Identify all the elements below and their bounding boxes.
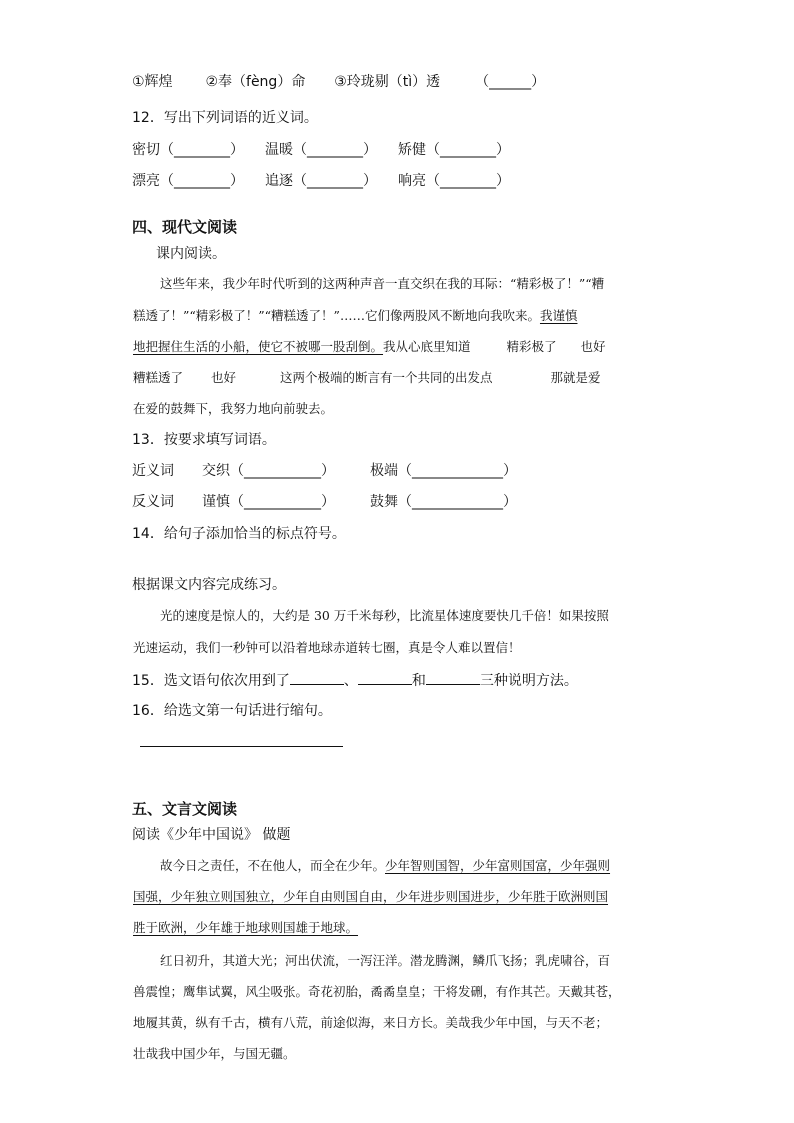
passage-1-line-1: 这些年来，我少年时代听到的这两种声音一直交织在我的耳际：“精彩极了！”“糟	[160, 276, 605, 291]
q13-item[interactable]: 极端（_____________）	[370, 463, 517, 479]
q15-blank-2[interactable]	[358, 670, 412, 685]
q13-synonym-label: 近义词	[132, 463, 174, 479]
q12-row-1	[132, 140, 510, 160]
section-4-heading: 四、现代文阅读	[132, 218, 238, 236]
q12-item[interactable]: 矫健（________）	[398, 142, 510, 158]
passage-2-line-2: 光速运动，我们一秒钟可以沿着地球赤道转七圈，真是令人难以置信！	[133, 640, 521, 655]
q15-blank-3[interactable]	[426, 670, 480, 685]
passage-text: 我从心底里知道	[383, 339, 471, 354]
q13-item[interactable]: 鼓舞（_____________）	[370, 494, 517, 510]
passage-underlined: 我谨慎	[539, 308, 578, 323]
passage-4-line-3: 地履其黄，纵有千古，横有八荒，前途似海，来日方长。美哉我少年中国，与天不老；	[133, 1015, 609, 1030]
q15-blank-1[interactable]	[290, 670, 344, 685]
passage-4-line-1: 红日初升，其道大光；河出伏流，一泻汪洋。潜龙腾渊，鳞爪飞扬；乳虎啸谷，百	[160, 953, 611, 968]
passage-2-intro: 根据课文内容完成练习。	[132, 577, 286, 593]
q13-synonym-row	[132, 461, 517, 481]
passage-4-line-4: 壮哉我中国少年，与国无疆。	[133, 1046, 296, 1061]
passage-text: 也好	[210, 370, 236, 385]
q13-antonym-row	[132, 492, 517, 512]
section-5-intro: 阅读《少年中国说》 做题	[132, 827, 291, 843]
passage-text: 这两个极端的断言有一个共同的出发点	[279, 370, 493, 385]
q12-item[interactable]: 密切（________）	[132, 142, 244, 158]
passage-underlined: 胜于欧洲，少年雄于地球则国雄于地球。	[133, 920, 359, 935]
q11-option-3: ③玲珑剔（tì）透	[334, 74, 441, 90]
q16-title: 16．给选文第一句话进行缩句。	[132, 703, 332, 719]
passage-text: 糕透了！”“精彩极了！”“糟糕透了！”……它们像两股风不断地向我吹来。	[133, 308, 540, 323]
q12-title: 12．写出下列词语的近义词。	[132, 110, 318, 126]
passage-text: 糟糕透了	[133, 370, 184, 385]
q12-item[interactable]: 响亮（________）	[398, 173, 510, 189]
q13-item[interactable]: 谨慎（___________）	[202, 494, 335, 510]
passage-2-line-1: 光的速度是惊人的，大约是 30 万千米每秒，比流星体速度要快几千倍！如果按照	[160, 608, 609, 623]
q12-item[interactable]: 漂亮（________）	[132, 173, 244, 189]
q12-item[interactable]: 追逐（________）	[265, 173, 377, 189]
q11-option-2: ②奉（fèng）命	[205, 74, 306, 90]
q12-item[interactable]: 温暖（________）	[265, 142, 377, 158]
q13-antonym-label: 反义词	[132, 494, 174, 510]
passage-text: 精彩极了	[506, 339, 557, 354]
q15-text: 15．选文语句依次用到了	[132, 673, 290, 689]
passage-underlined: 国强，少年独立则国独立，少年自由则国自由，少年进步则国进步，少年胜于欧洲则国	[133, 889, 609, 904]
q11-answer-blank[interactable]: （______）	[475, 74, 546, 90]
passage-text: 那就是爱	[550, 370, 601, 385]
passage-1-line-3	[133, 337, 606, 357]
q11-option-1: ①辉煌	[132, 74, 173, 90]
passage-3-line-1	[160, 856, 610, 876]
passage-4-line-2: 兽震惶；鹰隼试翼，风尘吸张。奇花初胎，矞矞皇皇；干将发硎，有作其芒。天戴其苍，	[133, 984, 621, 999]
section-4-intro: 课内阅读。	[156, 246, 226, 262]
passage-1-line-4	[133, 368, 600, 388]
q15-text: 、	[343, 673, 358, 689]
passage-1-line-5: 在爱的鼓舞下，我努力地向前驶去。	[133, 401, 334, 416]
q15-text: 三种说明方法。	[479, 673, 578, 689]
q16-answer-line[interactable]	[140, 746, 343, 747]
passage-underlined: 少年智则国智，少年富则国富，少年强则	[385, 858, 611, 873]
q13-item[interactable]: 交织（___________）	[202, 463, 335, 479]
passage-3-line-2	[133, 887, 608, 907]
q11-options	[132, 72, 545, 92]
passage-3-line-3	[133, 918, 358, 938]
q15-text: 和	[411, 673, 426, 689]
passage-1-line-2	[133, 306, 577, 326]
passage-text: 故今日之责任，不在他人，而全在少年。	[160, 858, 386, 873]
q13-title: 13．按要求填写词语。	[132, 432, 276, 448]
passage-text: 也好	[580, 339, 606, 354]
passage-underlined: 地把握住生活的小船，使它不被哪一股刮倒。	[133, 339, 384, 354]
section-5-heading: 五、文言文阅读	[132, 800, 238, 818]
q15	[132, 670, 578, 691]
q12-row-2	[132, 171, 510, 191]
q14-title: 14．给句子添加恰当的标点符号。	[132, 526, 346, 542]
